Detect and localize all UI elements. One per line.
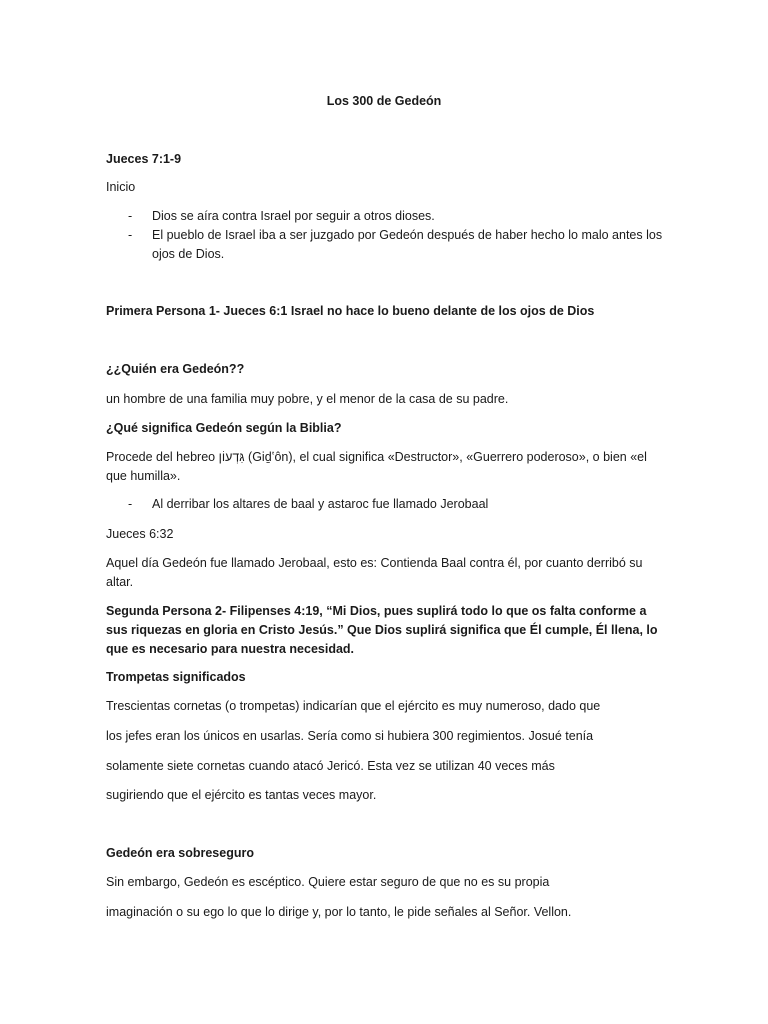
list-item-text: Al derribar los altares de baal y astaroc fue llamado Jerobaal [152, 497, 489, 511]
section-heading-significa: ¿Qué significa Gedeón según la Biblia? [106, 421, 342, 435]
section-heading-sobreseguro: Gedeón era sobreseguro [106, 846, 254, 860]
document-title: Los 300 de Gedeón [326, 94, 442, 108]
paragraph-procede: Procede del hebreo גִּדְעוֹן (Giḏʽôn), el cual significa «Destructor», «Guerrero poderoso», o bien «el que humilla». [106, 450, 647, 483]
section-heading-trompetas: Trompetas significados [106, 670, 246, 684]
bullet-dash: - [128, 228, 133, 242]
scripture-reference-main: Jueces 7:1-9 [106, 152, 182, 166]
bullet-dash: - [128, 497, 133, 511]
paragraph-line: sugiriendo que el ejército es tantas veces mayor. [106, 788, 377, 802]
section-heading-segunda-persona: Segunda Persona 2- Filipenses 4:19, “Mi Dios, pues suplirá todo lo que os falta conforme a sus riquezas en gloria en Cristo Jesús.” Que Dios suplirá significa que Él cumple, Él llena, lo que es necesario para nuestra necesidad. [106, 604, 658, 656]
paragraph-quien: un hombre de una familia muy pobre, y el menor de la casa de su padre. [106, 392, 509, 406]
section-heading-quien: ¿¿Quién era Gedeón?? [106, 362, 245, 376]
scripture-reference-632: Jueces 6:32 [106, 527, 174, 541]
paragraph-line: Trescientas cornetas (o trompetas) indicarían que el ejército es muy numeroso, dado que [106, 699, 601, 713]
paragraph-line: los jefes eran los únicos en usarlas. Sería como si hubiera 300 regimientos. Josué tenía [106, 729, 594, 743]
bullet-dash: - [128, 209, 133, 223]
paragraph-aquel: Aquel día Gedeón fue llamado Jerobaal, esto es: Contienda Baal contra él, por cuanto derribó su altar. [106, 556, 643, 589]
list-item-text: El pueblo de Israel iba a ser juzgado por Gedeón después de haber hecho lo malo antes los ojos de Dios. [152, 228, 663, 261]
paragraph-line: solamente siete cornetas cuando atacó Jericó. Esta vez se utilizan 40 veces más [106, 759, 555, 773]
paragraph-line: Sin embargo, Gedeón es escéptico. Quiere estar seguro de que no es su propia [106, 875, 550, 889]
inicio-label: Inicio [106, 180, 136, 194]
section-heading-primera-persona: Primera Persona 1- Jueces 6:1 Israel no hace lo bueno delante de los ojos de Dios [106, 304, 595, 318]
list-item-text: Dios se aíra contra Israel por seguir a otros dioses. [152, 209, 435, 223]
paragraph-line: imaginación o su ego lo que lo dirige y, por lo tanto, le pide señales al Señor. Vellon. [106, 905, 572, 919]
